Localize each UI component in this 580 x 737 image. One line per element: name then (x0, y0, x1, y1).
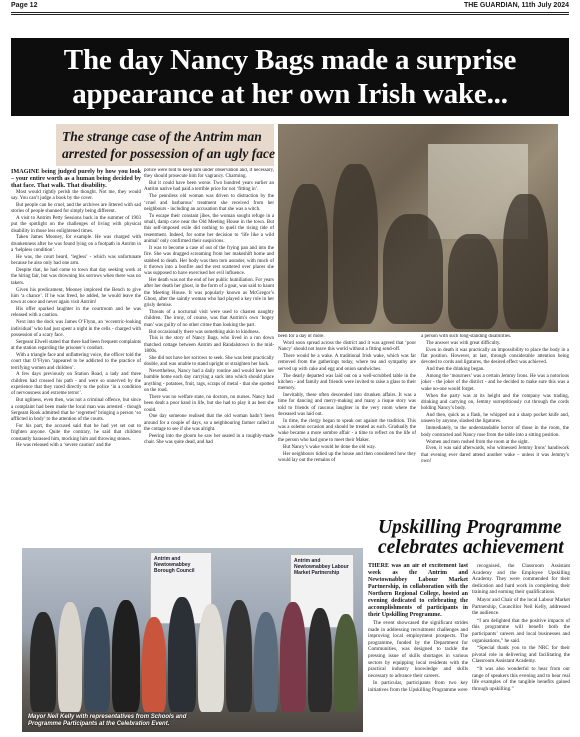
paragraph: When the party was at its height and the company was trading, drinking and carrying on, Jemmy surreptitiously cut through the cords holding Nancy’s body. (421, 393, 569, 412)
standfirst-line-1: The strange case of the Antrim man (62, 129, 262, 144)
photo-caption-line-1: Mayor Neil Kelly with representatives from Schools and (28, 714, 187, 720)
paragraph: But occasionally there was something akin to kindness. (149, 329, 260, 335)
paragraph: But ugliness, even then, was not a criminal offence, but since a complaint had been made the local man was arrested - though Sergeant Rook admitted that he ‘regretted’ bringing a person ‘so afflicted in body’ to the attention of the courts. (11, 398, 141, 423)
upskilling-title-line-1: Upskilling Programme (378, 517, 562, 538)
person (58, 602, 82, 712)
paragraph: There was no welfare state, no doctors, no nurses. Nancy had been dealt a poor hand in life, but she had to play it as best she could. (144, 394, 274, 413)
paragraph: Inevitably, these often descended into drunken affairs. It was a time for dancing and merry-making and many a risque story was told to friends of raucous laughter in the very room where the deceased was laid out. (278, 393, 416, 417)
paragraph: Peering into the gloom he saw her seated in a roughly-made chair. She was quite dead, and had (144, 433, 274, 446)
article-column-1 (11, 168, 141, 513)
person (308, 608, 332, 712)
paragraph: His offer sparked laughter in the courtroom and he was released with a caution. (11, 307, 141, 319)
paragraph: The penniless old woman was driven to distraction by the ‘cruel and barbarous’ treatment she received from her neighbours - including an accusation that she was a witch. (144, 194, 274, 212)
paragraph: recognised, the Classroom Assistant Academy and the Employee Upskilling Academy. They were commended for their dedication and hard work in completing their training and earning their qualifications. (472, 563, 570, 596)
paragraph: “It was also wonderful to hear from our range of speakers this evening and to hear real life examples of the tangible benefits gained through upskilling.” (472, 665, 570, 692)
paragraph: But Nancy’s wake would be done the old way. (283, 444, 376, 450)
paragraph: Mayor and Chair of the local Labour Market Partnership, Councillor Neil Kelly, addressed the audience. (472, 596, 570, 617)
person (142, 617, 166, 712)
figure (333, 164, 378, 324)
paragraph: Immediately, to the understandable horror of those in the room, the body contracted and Nancy rose from the table into a sitting position. (421, 426, 569, 438)
person (334, 614, 358, 712)
person (112, 600, 140, 712)
paragraph: There would be a wake. A traditional Irish wake, which was far removed from the gatherings today, where tea and sympathy are served up with cake and egg and onion sandwiches. (278, 354, 416, 372)
paragraph: “Special thank you to the NRC for their pivotal role in delivering and facilitating the Classroom Assistant Academy. (472, 645, 570, 665)
page-number: Page 12 (11, 2, 38, 9)
paragraph: Despite that, he had come to town that day seeking work at the hiring fair, but was drowning his sorrows when there was no takers. (11, 268, 141, 286)
figure (383, 214, 443, 324)
paragraph: Taken James Mooney, for example. He was charged with drunkenness after he was found lying on a footpath in Antrim in a ‘helpless condition’. (11, 235, 141, 254)
wake-painting (278, 124, 558, 332)
paragraph: The answer was with great difficulty. (426, 340, 501, 346)
paragraph: Even, it was said afterwards, who witnessed Jemmy Irons’ handiwork that evening ever dared attend another wake – unless it was Jemmy’s own! (421, 446, 569, 464)
publication-date: THE GUARDIAN, 11th July 2024 (463, 2, 569, 9)
article-column-2 (144, 168, 274, 513)
person (30, 612, 56, 712)
top-rule-secondary (11, 14, 569, 15)
headline-line-2: appearance at her own Irish wake... (72, 78, 508, 110)
paragraph: The dearly departed was laid out on a well-scrubbed table in the kitchen - and family and friends were invited to raise a glass to their memory. (278, 373, 416, 392)
paragraph: Sergeant Elwell stated that there had been frequent complaints at the station regarding the prisoner’s conduct. (11, 339, 141, 352)
paragraph: To escape their constant jibes, the woman sought refuge in a small, damp cave near the Old Meeting House in the town. But this self-imposed exile did nothing to quell the rising tide of resentment. Indeed, for some her decision to ‘life like a wild animal’ only confirmed their suspicions. (144, 213, 274, 245)
person (226, 600, 252, 712)
paragraph: THERE was an air of excitement last week as the Antrim and Newtownabbey Labour Market Partnership, in collaboration with the Northern Regional College, hosted an evening dedicated to celebrating the accomplishments of participants in their Upskilling Programme. (368, 563, 468, 618)
paragraph: She did not have her sorrows to seek. She was bent practically double, and was unable to stand upright or straighten her back. (144, 355, 274, 368)
paragraph: And then, quick as a flash, he whipped out a sharp pocket knife and, unseen by anyone, slashed the ligatures. (421, 413, 569, 425)
celebration-photo (22, 548, 363, 732)
paragraph: Given his predicament, Mooney implored the Bench to give him ‘a chance’. If he was freed, he added, he would leave the town at once and never again visit Antrim! (11, 287, 141, 306)
paragraph: In particular, participants from two key initiatives from the Upskilling Programme were (368, 680, 468, 693)
upskilling-headline (378, 518, 570, 558)
paragraph: One day someone realised that the old woman hadn’t been around for a couple of days, so a neighbouring farmer called at the cottage to see if she was alright. (144, 414, 274, 432)
person (254, 612, 278, 712)
paragraph: Even in death it was practically an impossibility to place the body in a flat position. However, at last, through considerable attention being devoted to cords and ligatures, the desired effect was achieved. (421, 347, 569, 366)
figure (503, 194, 548, 329)
paragraph: It was to become a case of out of the frying pan and into the fire. She was dragged screaming from her makeshift home and stabbed to death. Her body was then torn asunder, with much of it thrown into a bonfire and the rest scattered over places she was supposed to have exercised her evil influence. (144, 245, 274, 277)
standfirst (56, 124, 274, 166)
article-column-4 (421, 334, 569, 512)
paragraph: Women and men rushed from the room at the sight. (426, 439, 529, 445)
person (280, 602, 306, 712)
paragraph: “I am delighted that the positive impacts of this programme will benefit both the participants’ careers and local businesses and organisations,” he said. (472, 617, 570, 644)
top-rule (11, 12, 569, 13)
upskilling-title-line-2: celebrates achievement (378, 537, 564, 558)
paragraph: Among the ‘mourners’ was a certain Jemmy Irons. He was a notorious joker - the joker of the district - and he decided to make sure this was a wake no-one would forget. (421, 374, 569, 392)
upskilling-column-2 (472, 563, 570, 733)
paragraph: With a triangle face and unflattering voice, the officer told the court that O’Flynn ‘appeared to be addicted to the practice of terrifying women and children’. (11, 352, 141, 371)
paragraph: Her neighbours tidied up the house and then considered how they would lay out the remains of (278, 451, 416, 463)
headline-line-1: The day Nancy Bags made a surprise (63, 44, 517, 76)
standfirst-line-2: arrested for possession of an ugly face (62, 146, 275, 161)
paragraph: Next into the dock was James O’Flynn, an ‘eccentric-looking individual’ who had just spent a night in the cells - charged with possession of a scary face. (11, 320, 141, 338)
paragraph: IMAGINE being judged purely by how you look – your entire worth as a human being decided by that face. That walk. That disability. (11, 168, 141, 189)
paragraph: The event showcased the significant strides made in addressing recruitment challenges and improving local employment prospects. The programme, funded by the Department for Communities, was designed to tackle the pressing issue of skills shortages in various sectors by equipping local residents with the practical industry knowledge and skills necessary to advance their careers. (368, 620, 468, 679)
paragraph: been for a day or more. (278, 334, 325, 339)
article-column-3 (278, 334, 416, 512)
paragraph: A visit to Antrim Petty Sessions back in the summer of 1903 put the spotlight on the challenges of living with physical disability in those less enlightened times. (11, 215, 141, 234)
person (168, 597, 196, 712)
banner-text: Antrim and Newtownabbey Labour Market Partnership (294, 558, 349, 576)
paragraph: police were told to keep him under observation and, if necessary, they should prosecute him for vagrancy. Charming. (144, 168, 274, 180)
paragraph: And then the drinking began. (426, 367, 485, 373)
person (84, 607, 110, 712)
paragraph: He was released with a ‘severe caution’ and the (16, 443, 111, 449)
paragraph: He was, the court heard, ‘legless’ - which was unfortunate because he also only had one arm. (11, 254, 141, 267)
paragraph: In time, the clergy began to speak out against the tradition. This was a solemn occasion and should be treated as such. Gradually the wake became a more sombre affair - a time to reflect on the life of the person who had gone to meet their Maker. (278, 418, 416, 443)
paragraph: Most would rightly perish the thought. Not me, they would say. You can’t judge a book by the cover. (11, 189, 141, 201)
headline (11, 38, 569, 116)
person (198, 604, 224, 712)
paragraph: A few days previously on Station Road, a lady and three children had crossed his path - and were so unnerved by the experience that they raced directly to the police ‘in a condition of nervousness and extreme terror’. (11, 372, 141, 397)
paragraph: This is the story of Nancy Bags, who lived in a run down thatched cottage between Antrim and Randalstown in the mid-1800s. (144, 336, 274, 355)
paragraph: For his part, the accused said that he had yet set out to frighten anyone. Quite the contrary, he said that children constantly harassed him, mocking him and throwing stones. (11, 424, 141, 442)
photo-caption (28, 714, 186, 728)
paragraph: But it could have been worse. Two hundred years earlier an Antrim native had paid a terrible price for not ‘fitting in’. (144, 181, 274, 193)
figure (448, 234, 498, 329)
photo-caption-line-2: Programme Participants at the Celebration Event. (28, 721, 170, 727)
paragraph: Her death was not the end of her public humiliation. For years after her death her ghost, in the form of a goat, was said to haunt the Meeting House. It was popularly known as McGregor’s Ghost, after the saintly woman who had played a key role in her grisly demise. (144, 278, 274, 309)
paragraph: a person with such long-standing disabilities. (421, 334, 512, 339)
banner-text: Antrim and Newtownabbey Borough Council (154, 556, 195, 574)
paragraph: Word soon spread across the district and it was agreed that ‘poor Nancy’ should not leave this world without a fitting send-off. (278, 340, 416, 353)
paragraph: But people can be cruel, and the archives are littered with sad stories of people shunned for simply being different. (11, 202, 141, 215)
figure (288, 184, 328, 324)
upskilling-column-1 (368, 563, 468, 733)
paragraph: Nevertheless, Nancy had a daily routine and would leave her humble home each day carrying a sack into which should place anything - potatoes, fruit, rags, scraps of metal - that she spotted on the road. (144, 369, 274, 394)
paragraph: Threats of a nocturnal visit were used to chasten naughty children. The irony, of course, was that Antrim’s own ‘bogey man’ was guilty of no other crime than looking the part. (144, 310, 274, 328)
